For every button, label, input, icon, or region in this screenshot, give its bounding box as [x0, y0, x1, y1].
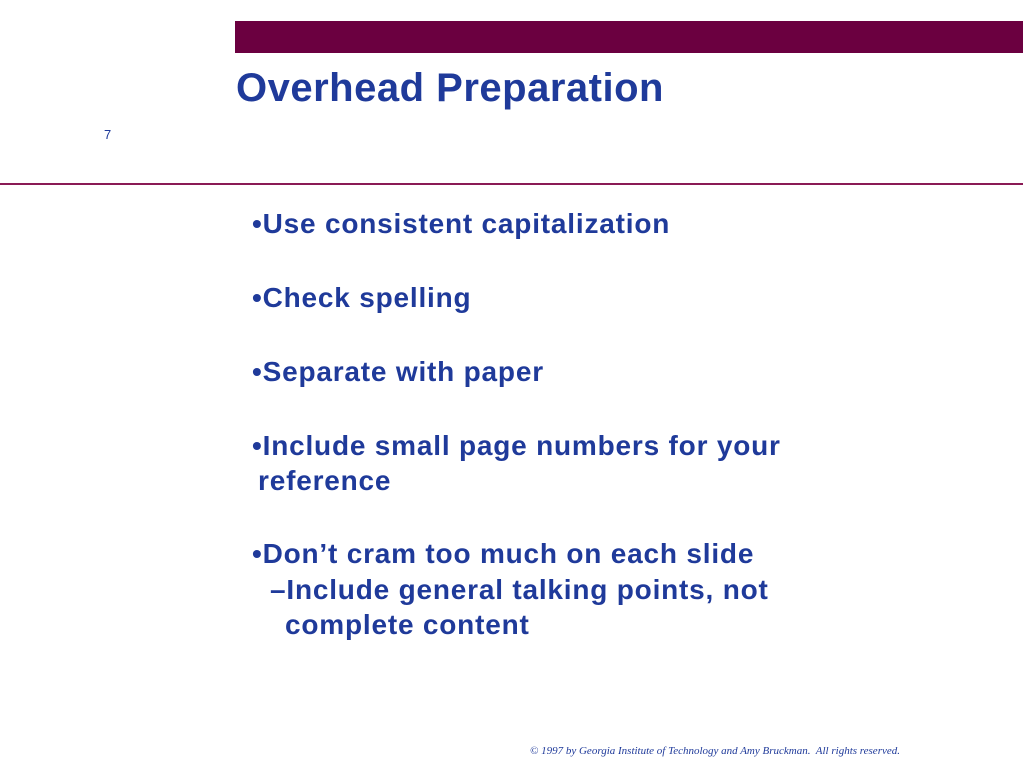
bullet-text: Check spelling — [262, 282, 472, 313]
slide-number: 7 — [104, 127, 112, 142]
sub-bullet-item — [270, 572, 769, 608]
bullet-text: Separate with paper — [262, 356, 544, 387]
sub-bullet-marker: – — [270, 574, 287, 605]
bullet-item — [252, 536, 754, 572]
sub-bullet-continuation: complete content — [285, 609, 530, 640]
bullet-marker: • — [252, 538, 263, 569]
bullet-marker: • — [252, 282, 263, 313]
header-divider — [0, 183, 1023, 185]
bullet-continuation: reference — [258, 465, 392, 496]
bullet-marker: • — [252, 356, 263, 387]
bullet-text: Use consistent capitalization — [262, 208, 671, 239]
bullet-marker: • — [252, 208, 263, 239]
title-accent-bar — [235, 21, 1023, 53]
bullet-item — [252, 428, 781, 464]
bullet-item — [252, 354, 544, 390]
bullet-item — [252, 280, 471, 316]
bullet-marker: • — [252, 430, 263, 461]
copyright-footer: © 1997 by Georgia Institute of Technology and Amy Bruckman. All rights reserved. — [530, 745, 900, 757]
slide-title: Overhead Preparation — [236, 66, 664, 110]
bullet-item — [252, 206, 670, 242]
bullet-text: Include small page numbers for your — [262, 430, 781, 461]
sub-bullet-text: Include general talking points, not — [286, 574, 769, 605]
bullet-text: Don’t cram too much on each slide — [262, 538, 755, 569]
